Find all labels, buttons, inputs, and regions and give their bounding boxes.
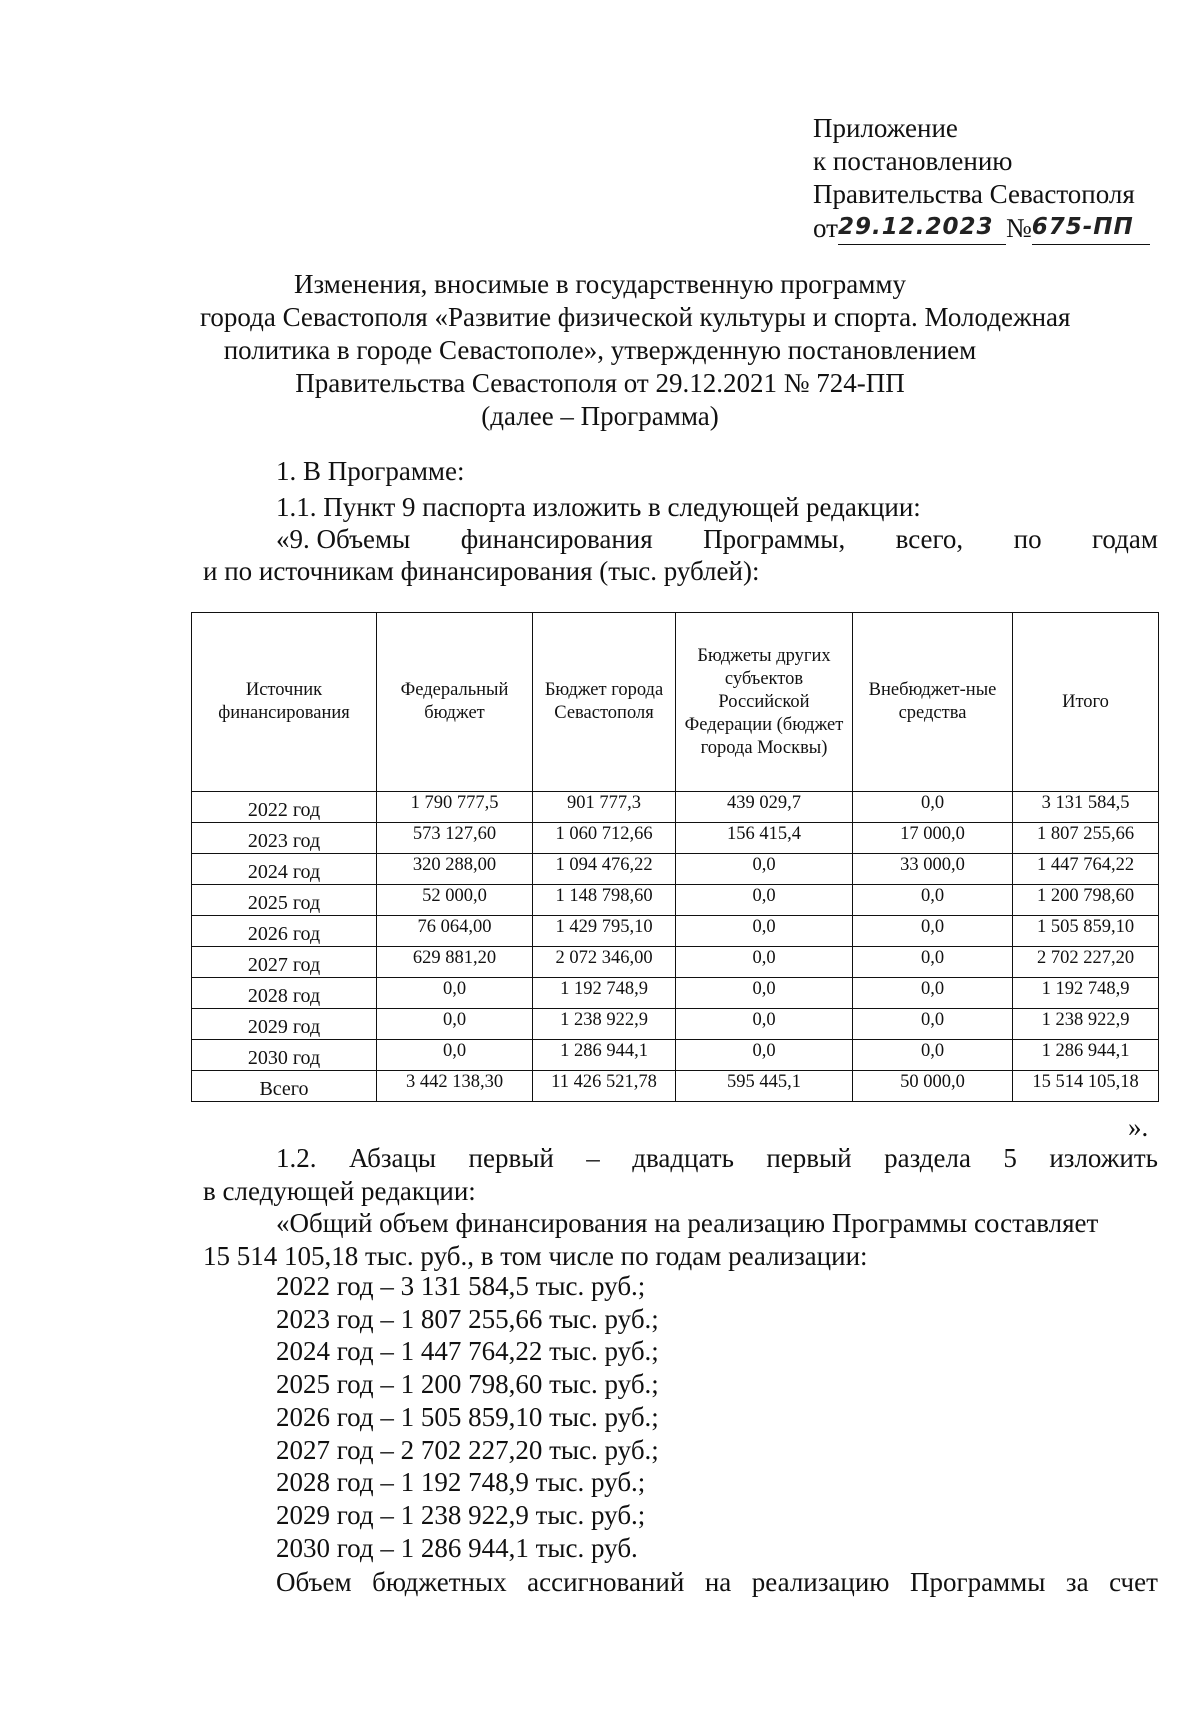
value-cell: 156 415,4 <box>676 823 853 854</box>
item-1-2-word: раздела <box>884 1143 971 1173</box>
value-cell: 629 881,20 <box>377 947 533 978</box>
table-row <box>192 978 1159 1009</box>
document-heading <box>200 268 1071 433</box>
last-line-word: на <box>704 1567 732 1597</box>
value-cell: 11 426 521,78 <box>533 1071 676 1102</box>
row-label-cell: 2023 год <box>192 823 377 854</box>
item-9-word: Программы, <box>703 524 846 554</box>
value-cell: 2 072 346,00 <box>533 947 676 978</box>
value-cell: 1 286 944,1 <box>1013 1040 1159 1071</box>
value-cell: 76 064,00 <box>377 916 533 947</box>
item-9-word: всего, <box>895 524 964 554</box>
value-cell: 0,0 <box>676 978 853 1009</box>
item-1-2-word: 1.2. <box>276 1143 317 1173</box>
header-sevastopol: Бюджет города Севастополя <box>533 613 676 792</box>
value-cell: 0,0 <box>853 978 1013 1009</box>
closing-quote: ». <box>1128 1112 1149 1142</box>
value-cell: 0,0 <box>676 885 853 916</box>
year-amount-line: 2029 год – 1 238 922,9 тыс. руб.; <box>276 1499 646 1530</box>
value-cell: 1 192 748,9 <box>533 978 676 1009</box>
table-row <box>192 1040 1159 1071</box>
appendix-line-2: к постановлению <box>813 146 1013 176</box>
heading-line-2: города Севастополя «Развитие физической культуры и спорта. Молодежная <box>200 302 1071 332</box>
row-label-cell: 2028 год <box>192 978 377 1009</box>
value-cell: 3 131 584,5 <box>1013 792 1159 823</box>
handwritten-number: 675-ПП <box>1032 211 1150 245</box>
appendix-line-1: Приложение <box>813 113 958 143</box>
value-cell: 0,0 <box>676 1009 853 1040</box>
value-cell: 1 447 764,22 <box>1013 854 1159 885</box>
quote-line-1: «Общий объем финансирования на реализацию Программы составляет <box>276 1208 1099 1238</box>
table-body <box>192 792 1159 1102</box>
value-cell: 439 029,7 <box>676 792 853 823</box>
value-cell: 320 288,00 <box>377 854 533 885</box>
quote-line-2: 15 514 105,18 тыс. руб., в том числе по годам реализации: <box>203 1241 868 1271</box>
last-line-word: счет <box>1109 1567 1158 1597</box>
value-cell: 1 094 476,22 <box>533 854 676 885</box>
value-cell: 52 000,0 <box>377 885 533 916</box>
resolution-date-number <box>813 211 1150 245</box>
item-9-word: «9. Объемы <box>276 524 411 554</box>
year-amount-line: 2023 год – 1 807 255,66 тыс. руб.; <box>276 1303 659 1334</box>
header-extrabudgetary: Внебюджет-ные средства <box>853 613 1013 792</box>
item-9-word: годам <box>1092 524 1158 554</box>
value-cell: 0,0 <box>676 947 853 978</box>
item-1-2-word: – <box>586 1143 600 1173</box>
value-cell: 15 514 105,18 <box>1013 1071 1159 1102</box>
item-1-2-word: изложить <box>1049 1143 1158 1173</box>
table-header-row <box>192 613 1159 792</box>
row-label-cell: 2024 год <box>192 854 377 885</box>
header-federal: Федеральный бюджет <box>377 613 533 792</box>
year-amount-line: 2024 год – 1 447 764,22 тыс. руб.; <box>276 1336 659 1367</box>
value-cell: 50 000,0 <box>853 1071 1013 1102</box>
table-row <box>192 823 1159 854</box>
value-cell: 1 238 922,9 <box>533 1009 676 1040</box>
value-cell: 0,0 <box>853 885 1013 916</box>
table-row <box>192 947 1159 978</box>
value-cell: 0,0 <box>676 916 853 947</box>
value-cell: 0,0 <box>853 1040 1013 1071</box>
row-label-cell: Всего <box>192 1071 377 1102</box>
header-source: Источник финансирования <box>192 613 377 792</box>
item-1-2-line-2: в следующей редакции: <box>203 1176 476 1206</box>
value-cell: 0,0 <box>377 1040 533 1071</box>
row-label-cell: 2022 год <box>192 792 377 823</box>
item-1-2-word: двадцать <box>632 1143 734 1173</box>
item-1: 1. В Программе: <box>276 456 465 486</box>
last-line-word: бюджетных <box>372 1567 507 1597</box>
appendix-line-3: Правительства Севастополя <box>813 179 1135 209</box>
item-1-2-word: первый <box>766 1143 852 1173</box>
row-label-cell: 2029 год <box>192 1009 377 1040</box>
value-cell: 33 000,0 <box>853 854 1013 885</box>
value-cell: 1 505 859,10 <box>1013 916 1159 947</box>
last-line-word: за <box>1065 1567 1089 1597</box>
last-line-word: Объем <box>276 1567 352 1597</box>
value-cell: 1 192 748,9 <box>1013 978 1159 1009</box>
value-cell: 1 429 795,10 <box>533 916 676 947</box>
item-9-word: финансирования <box>460 524 653 554</box>
number-sign: № <box>1005 213 1032 243</box>
value-cell: 0,0 <box>377 1009 533 1040</box>
value-cell: 0,0 <box>676 854 853 885</box>
year-amount-line: 2026 год – 1 505 859,10 тыс. руб.; <box>276 1401 659 1432</box>
value-cell: 595 445,1 <box>676 1071 853 1102</box>
table-row <box>192 1009 1159 1040</box>
last-line-word: реализацию <box>751 1567 890 1597</box>
last-line <box>276 1566 1158 1598</box>
heading-line-4: Правительства Севастополя от 29.12.2021 № 724-ПП <box>295 368 905 398</box>
value-cell: 1 807 255,66 <box>1013 823 1159 854</box>
year-amount-line: 2027 год – 2 702 227,20 тыс. руб.; <box>276 1434 659 1465</box>
year-amount-line: 2025 год – 1 200 798,60 тыс. руб.; <box>276 1369 659 1400</box>
table-row <box>192 854 1159 885</box>
value-cell: 0,0 <box>853 947 1013 978</box>
year-amount-line: 2022 год – 3 131 584,5 тыс. руб.; <box>276 1271 646 1301</box>
value-cell: 0,0 <box>853 1009 1013 1040</box>
value-cell: 1 200 798,60 <box>1013 885 1159 916</box>
table-row <box>192 885 1159 916</box>
row-label-cell: 2027 год <box>192 947 377 978</box>
value-cell: 1 060 712,66 <box>533 823 676 854</box>
header-total: Итого <box>1013 613 1159 792</box>
value-cell: 1 238 922,9 <box>1013 1009 1159 1040</box>
value-cell: 17 000,0 <box>853 823 1013 854</box>
heading-line-3: политика в городе Севастополе», утвержденную постановлением <box>223 335 977 365</box>
year-amount-line: 2030 год – 1 286 944,1 тыс. руб. <box>276 1532 638 1563</box>
value-cell: 901 777,3 <box>533 792 676 823</box>
item-1-1: 1.1. Пункт 9 паспорта изложить в следующей редакции: <box>276 492 921 522</box>
item-9-line-2: и по источникам финансирования (тыс. рублей): <box>203 556 760 586</box>
value-cell: 1 148 798,60 <box>533 885 676 916</box>
item-1-2-word: 5 <box>1003 1143 1017 1173</box>
heading-line-1: Изменения, вносимые в государственную программу <box>294 269 906 299</box>
item-9-line-1 <box>276 523 1158 555</box>
value-cell: 1 286 944,1 <box>533 1040 676 1071</box>
header-other-subjects: Бюджеты других субъектов Российской Федерации (бюджет города Москвы) <box>676 613 853 792</box>
item-9-word: по <box>1013 524 1042 554</box>
heading-line-5: (далее – Программа) <box>481 401 719 431</box>
value-cell: 0,0 <box>377 978 533 1009</box>
value-cell: 0,0 <box>853 792 1013 823</box>
value-cell: 0,0 <box>676 1040 853 1071</box>
item-1-2-line-1 <box>276 1142 1158 1174</box>
item-1-2-word: первый <box>468 1143 554 1173</box>
value-cell: 0,0 <box>853 916 1013 947</box>
table-row <box>192 916 1159 947</box>
value-cell: 3 442 138,30 <box>377 1071 533 1102</box>
value-cell: 1 790 777,5 <box>377 792 533 823</box>
handwritten-date: 29.12.2023 <box>838 211 1006 245</box>
last-line-word: ассигнований <box>527 1567 685 1597</box>
table-row <box>192 1071 1159 1102</box>
row-label-cell: 2030 год <box>192 1040 377 1071</box>
last-line-word: Программы <box>910 1567 1046 1597</box>
item-1-2-word: Абзацы <box>348 1143 437 1173</box>
appendix-block <box>813 112 1150 245</box>
row-label-cell: 2025 год <box>192 885 377 916</box>
value-cell: 573 127,60 <box>377 823 533 854</box>
table-row <box>192 792 1159 823</box>
prefix-ot: от <box>813 213 838 243</box>
year-amount-line: 2028 год – 1 192 748,9 тыс. руб.; <box>276 1467 646 1498</box>
row-label-cell: 2026 год <box>192 916 377 947</box>
value-cell: 2 702 227,20 <box>1013 947 1159 978</box>
financing-table <box>191 612 1159 1102</box>
